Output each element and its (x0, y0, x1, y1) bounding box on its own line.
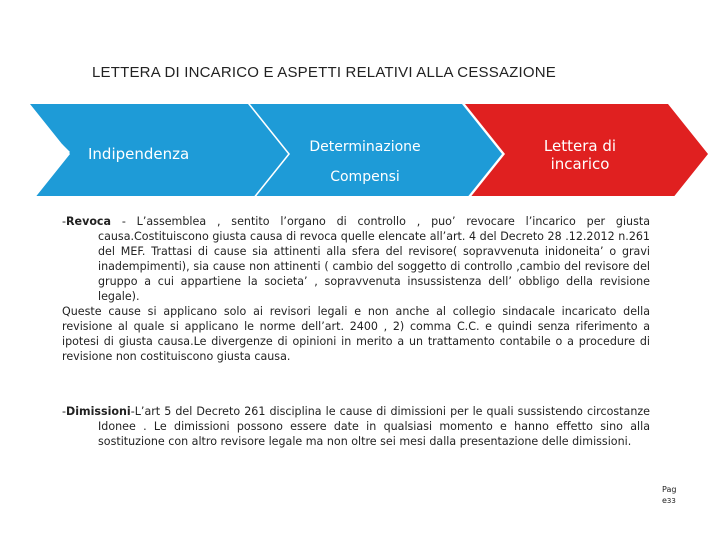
slide-title: LETTERA DI INCARICO E ASPETTI RELATIVI ALLA CESSAZIONE (92, 64, 556, 81)
page-label: Pag (662, 485, 677, 494)
revoca-paragraph-2: Queste cause si applicano solo ai revisori legali e non anche al collegio sindacale incaricato della revisione al quale si applicano le norme dell’art. 2400 , 2) comma C.C. e quindi senza riferimento a ipotesi di giusta causa.Le divergenze di opinioni in merito a un trattamento contabile o a procedure di revisione non costituiscono giusta causa. (62, 305, 650, 363)
dimissioni-text: -L’art 5 del Decreto 261 disciplina le cause di dimissioni per le quali sussistendo circostanze Idonee . Le dimissioni possono essere date in qualsiasi momento e hanno effetto sino alla sostituzione con altro revisore legale ma non oltre sei mesi dalla presentazione delle dimissioni. (98, 405, 650, 448)
dimissioni-section (62, 404, 650, 449)
revoca-text: - L’assemblea , sentito l’organo di controllo , puo’ revocare l’incarico per giusta causa.Costituiscono giusta causa di revoca quelle elencate all’art. 4 del Decreto 28 .12.2012 n.261 del MEF. Trattasi di cause sia attinenti alla sfera del revisore( sopravvenuta inidoneita’ o gravi inadempimenti), sia cause non attinenti ( cambio del soggetto di controllo ,cambio del revisore del gruppo a cui appartiene la societa’ , sopravvenuta insussistenza dell’ obbligo della revisione legale). (98, 215, 650, 303)
dimissioni-term: Dimissioni (66, 405, 131, 418)
page-number (662, 484, 676, 507)
chevron-label-indipendenza: Indipendenza (88, 145, 190, 163)
revoca-term: Revoca (66, 215, 111, 228)
dimissioni-paragraph (62, 404, 650, 449)
chevron-label-lettera: Lettera di incarico (543, 137, 617, 173)
revoca-prefix: - (62, 215, 67, 228)
dimissioni-prefix: - (62, 405, 67, 418)
revoca-paragraph (62, 214, 650, 304)
page-prefix: e (662, 496, 667, 505)
page-num: 33 (666, 497, 676, 505)
revoca-section (62, 214, 650, 364)
chevron-label-determinazione: Determinazione Compensi (309, 139, 421, 185)
